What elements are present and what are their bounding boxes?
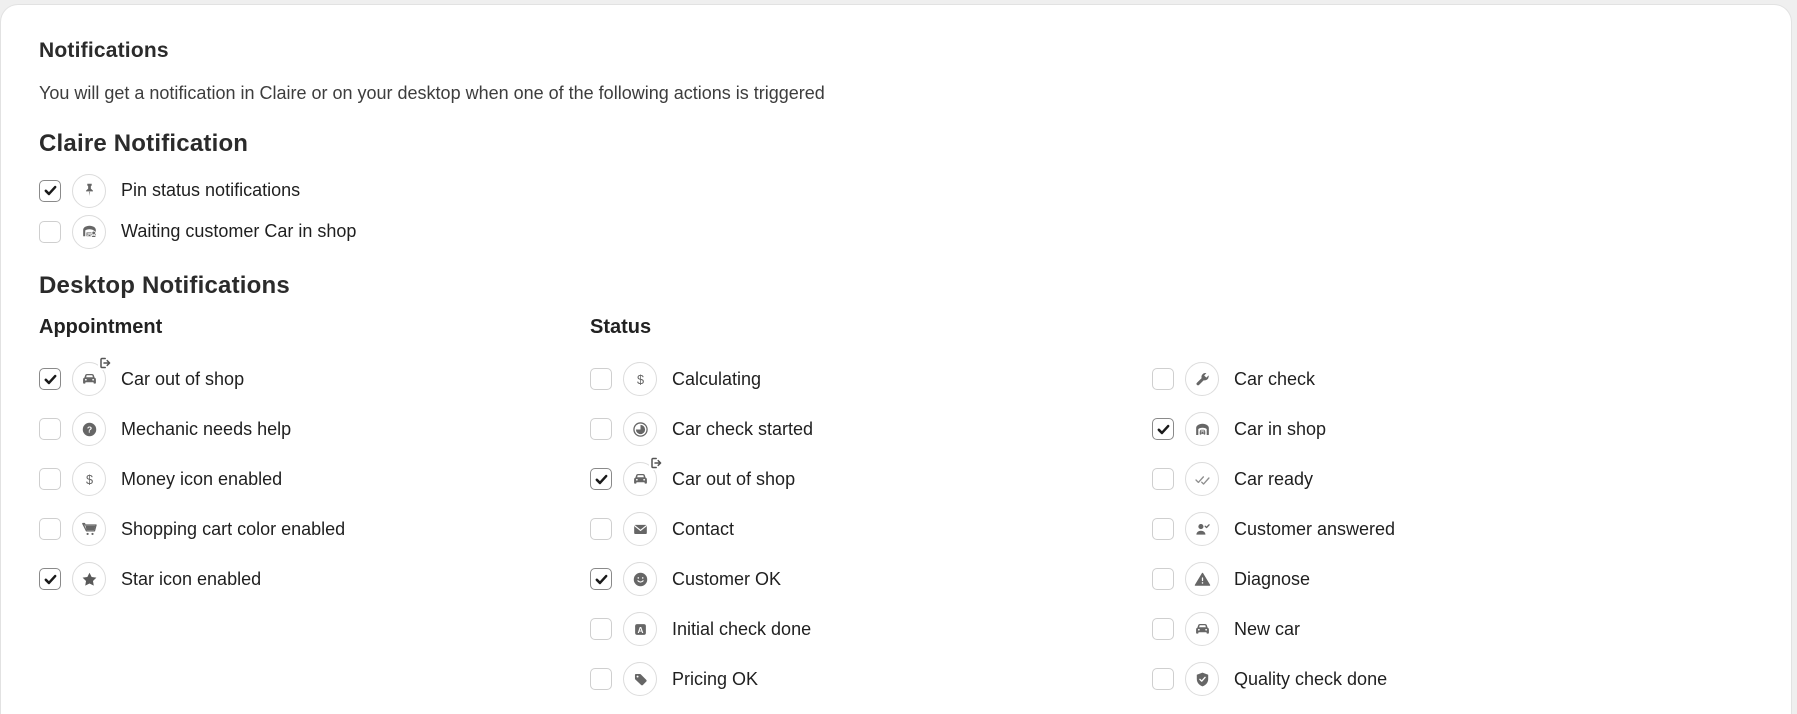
checkbox-status-car-out-of-shop[interactable] (590, 468, 612, 490)
notification-row-customer-answered (1152, 504, 1753, 554)
notification-label: Quality check done (1234, 668, 1388, 689)
notification-row-car-in-shop (1152, 404, 1753, 454)
status-column-continued (1152, 316, 1753, 704)
status-column-continued-heading (1152, 316, 1753, 344)
status-column-heading: Status (590, 316, 652, 338)
notification-row-contact (590, 504, 1152, 554)
shopping-cart-icon (72, 512, 106, 546)
car-out-of-shop-icon (623, 462, 657, 496)
appointment-column (39, 316, 590, 704)
notification-label: Customer answered (1234, 518, 1396, 539)
page-subtitle: You will get a notification in Claire or on your desktop when one of the following actions is triggered (39, 83, 825, 103)
star-icon (72, 562, 106, 596)
svg-text:$: $ (636, 372, 644, 387)
appointment-column-heading: Appointment (39, 316, 163, 338)
notification-label: Mechanic needs help (121, 418, 292, 439)
car-out-of-shop-icon (72, 362, 106, 396)
car-icon (1185, 612, 1219, 646)
checkbox-car-ready[interactable] (1152, 468, 1174, 490)
notification-label: Pin status notifications (121, 180, 301, 200)
warning-triangle-icon (1185, 562, 1219, 596)
checkbox-new-car[interactable] (1152, 618, 1174, 640)
claire-notification-list (39, 170, 1753, 252)
double-check-icon (1185, 462, 1219, 496)
pie-timer-icon (623, 412, 657, 446)
notification-row-pricing-ok (590, 654, 1152, 704)
svg-text:?: ? (86, 424, 92, 435)
notification-label: Calculating (672, 368, 762, 389)
checkbox-money-icon-enabled[interactable] (39, 468, 61, 490)
dollar-icon (72, 462, 106, 496)
notification-label: New car (1234, 618, 1301, 639)
checkbox-diagnose[interactable] (1152, 568, 1174, 590)
notification-label: Star icon enabled (121, 568, 262, 589)
notification-row-car-check (1152, 354, 1753, 404)
claire-notification-heading: Claire Notification (39, 130, 249, 157)
waiting-customer-car-icon (72, 215, 106, 249)
desktop-notification-columns (39, 316, 1753, 704)
status-column (590, 316, 1152, 704)
notification-row-car-check-started (590, 404, 1152, 454)
notification-label: Diagnose (1234, 568, 1311, 589)
notification-label: Pricing OK (672, 668, 759, 689)
notification-row-car-out-of-shop (39, 354, 590, 404)
svg-text:A: A (637, 624, 643, 635)
notification-row-new-car (1152, 604, 1753, 654)
notification-label: Car ready (1234, 468, 1314, 489)
logout-arrow-badge-icon (98, 356, 112, 370)
checkbox-car-check-started[interactable] (590, 418, 612, 440)
letter-a-badge-icon (623, 612, 657, 646)
notifications-settings-card (0, 4, 1792, 714)
notification-label: Shopping cart color enabled (121, 518, 346, 539)
checkbox-customer-ok[interactable] (590, 568, 612, 590)
question-circle-icon (72, 412, 106, 446)
checkbox-shopping-cart-color[interactable] (39, 518, 61, 540)
checkbox-quality-check-done[interactable] (1152, 668, 1174, 690)
checkbox-contact[interactable] (590, 518, 612, 540)
envelope-icon (623, 512, 657, 546)
desktop-notifications-heading: Desktop Notifications (39, 272, 290, 299)
checkbox-mechanic-needs-help[interactable] (39, 418, 61, 440)
tag-icon (623, 662, 657, 696)
checkbox-calculating[interactable] (590, 368, 612, 390)
logout-arrow-badge-icon (649, 456, 663, 470)
garage-car-icon (1185, 412, 1219, 446)
notification-row-star-icon-enabled (39, 554, 590, 604)
wrench-icon (1185, 362, 1219, 396)
dollar-icon (623, 362, 657, 396)
checkbox-star-icon-enabled[interactable] (39, 568, 61, 590)
smiley-icon (623, 562, 657, 596)
checkbox-pin-status[interactable] (39, 180, 61, 202)
notification-label: Contact (672, 518, 735, 539)
page-title: Notifications (39, 39, 169, 62)
checkbox-initial-check-done[interactable] (590, 618, 612, 640)
notification-row-pin-status (39, 170, 1753, 211)
notification-label: Car check started (672, 418, 814, 439)
checkbox-car-check[interactable] (1152, 368, 1174, 390)
svg-text:$: $ (85, 472, 93, 487)
notification-label: Customer OK (672, 568, 782, 589)
checkbox-customer-answered[interactable] (1152, 518, 1174, 540)
notification-row-status-car-out-of-shop (590, 454, 1152, 504)
notification-row-shopping-cart-color (39, 504, 590, 554)
notification-row-quality-check-done (1152, 654, 1753, 704)
notification-row-initial-check-done (590, 604, 1152, 654)
notification-label: Car out of shop (672, 468, 796, 489)
checkbox-car-in-shop[interactable] (1152, 418, 1174, 440)
checkbox-waiting-customer[interactable] (39, 221, 61, 243)
checkbox-car-out-of-shop[interactable] (39, 368, 61, 390)
pin-icon (72, 174, 106, 208)
notification-label: Waiting customer Car in shop (121, 221, 357, 241)
notification-row-mechanic-needs-help (39, 404, 590, 454)
notification-label: Car out of shop (121, 368, 245, 389)
notification-row-money-icon-enabled (39, 454, 590, 504)
notification-row-calculating (590, 354, 1152, 404)
notification-label: Initial check done (672, 618, 812, 639)
notification-label: Car check (1234, 368, 1316, 389)
notification-label: Car in shop (1234, 418, 1327, 439)
shield-check-icon (1185, 662, 1219, 696)
person-check-icon (1185, 512, 1219, 546)
notification-row-diagnose (1152, 554, 1753, 604)
notification-label: Money icon enabled (121, 468, 283, 489)
checkbox-pricing-ok[interactable] (590, 668, 612, 690)
notification-row-waiting-customer (39, 211, 1753, 252)
notification-row-customer-ok (590, 554, 1152, 604)
notification-row-car-ready (1152, 454, 1753, 504)
